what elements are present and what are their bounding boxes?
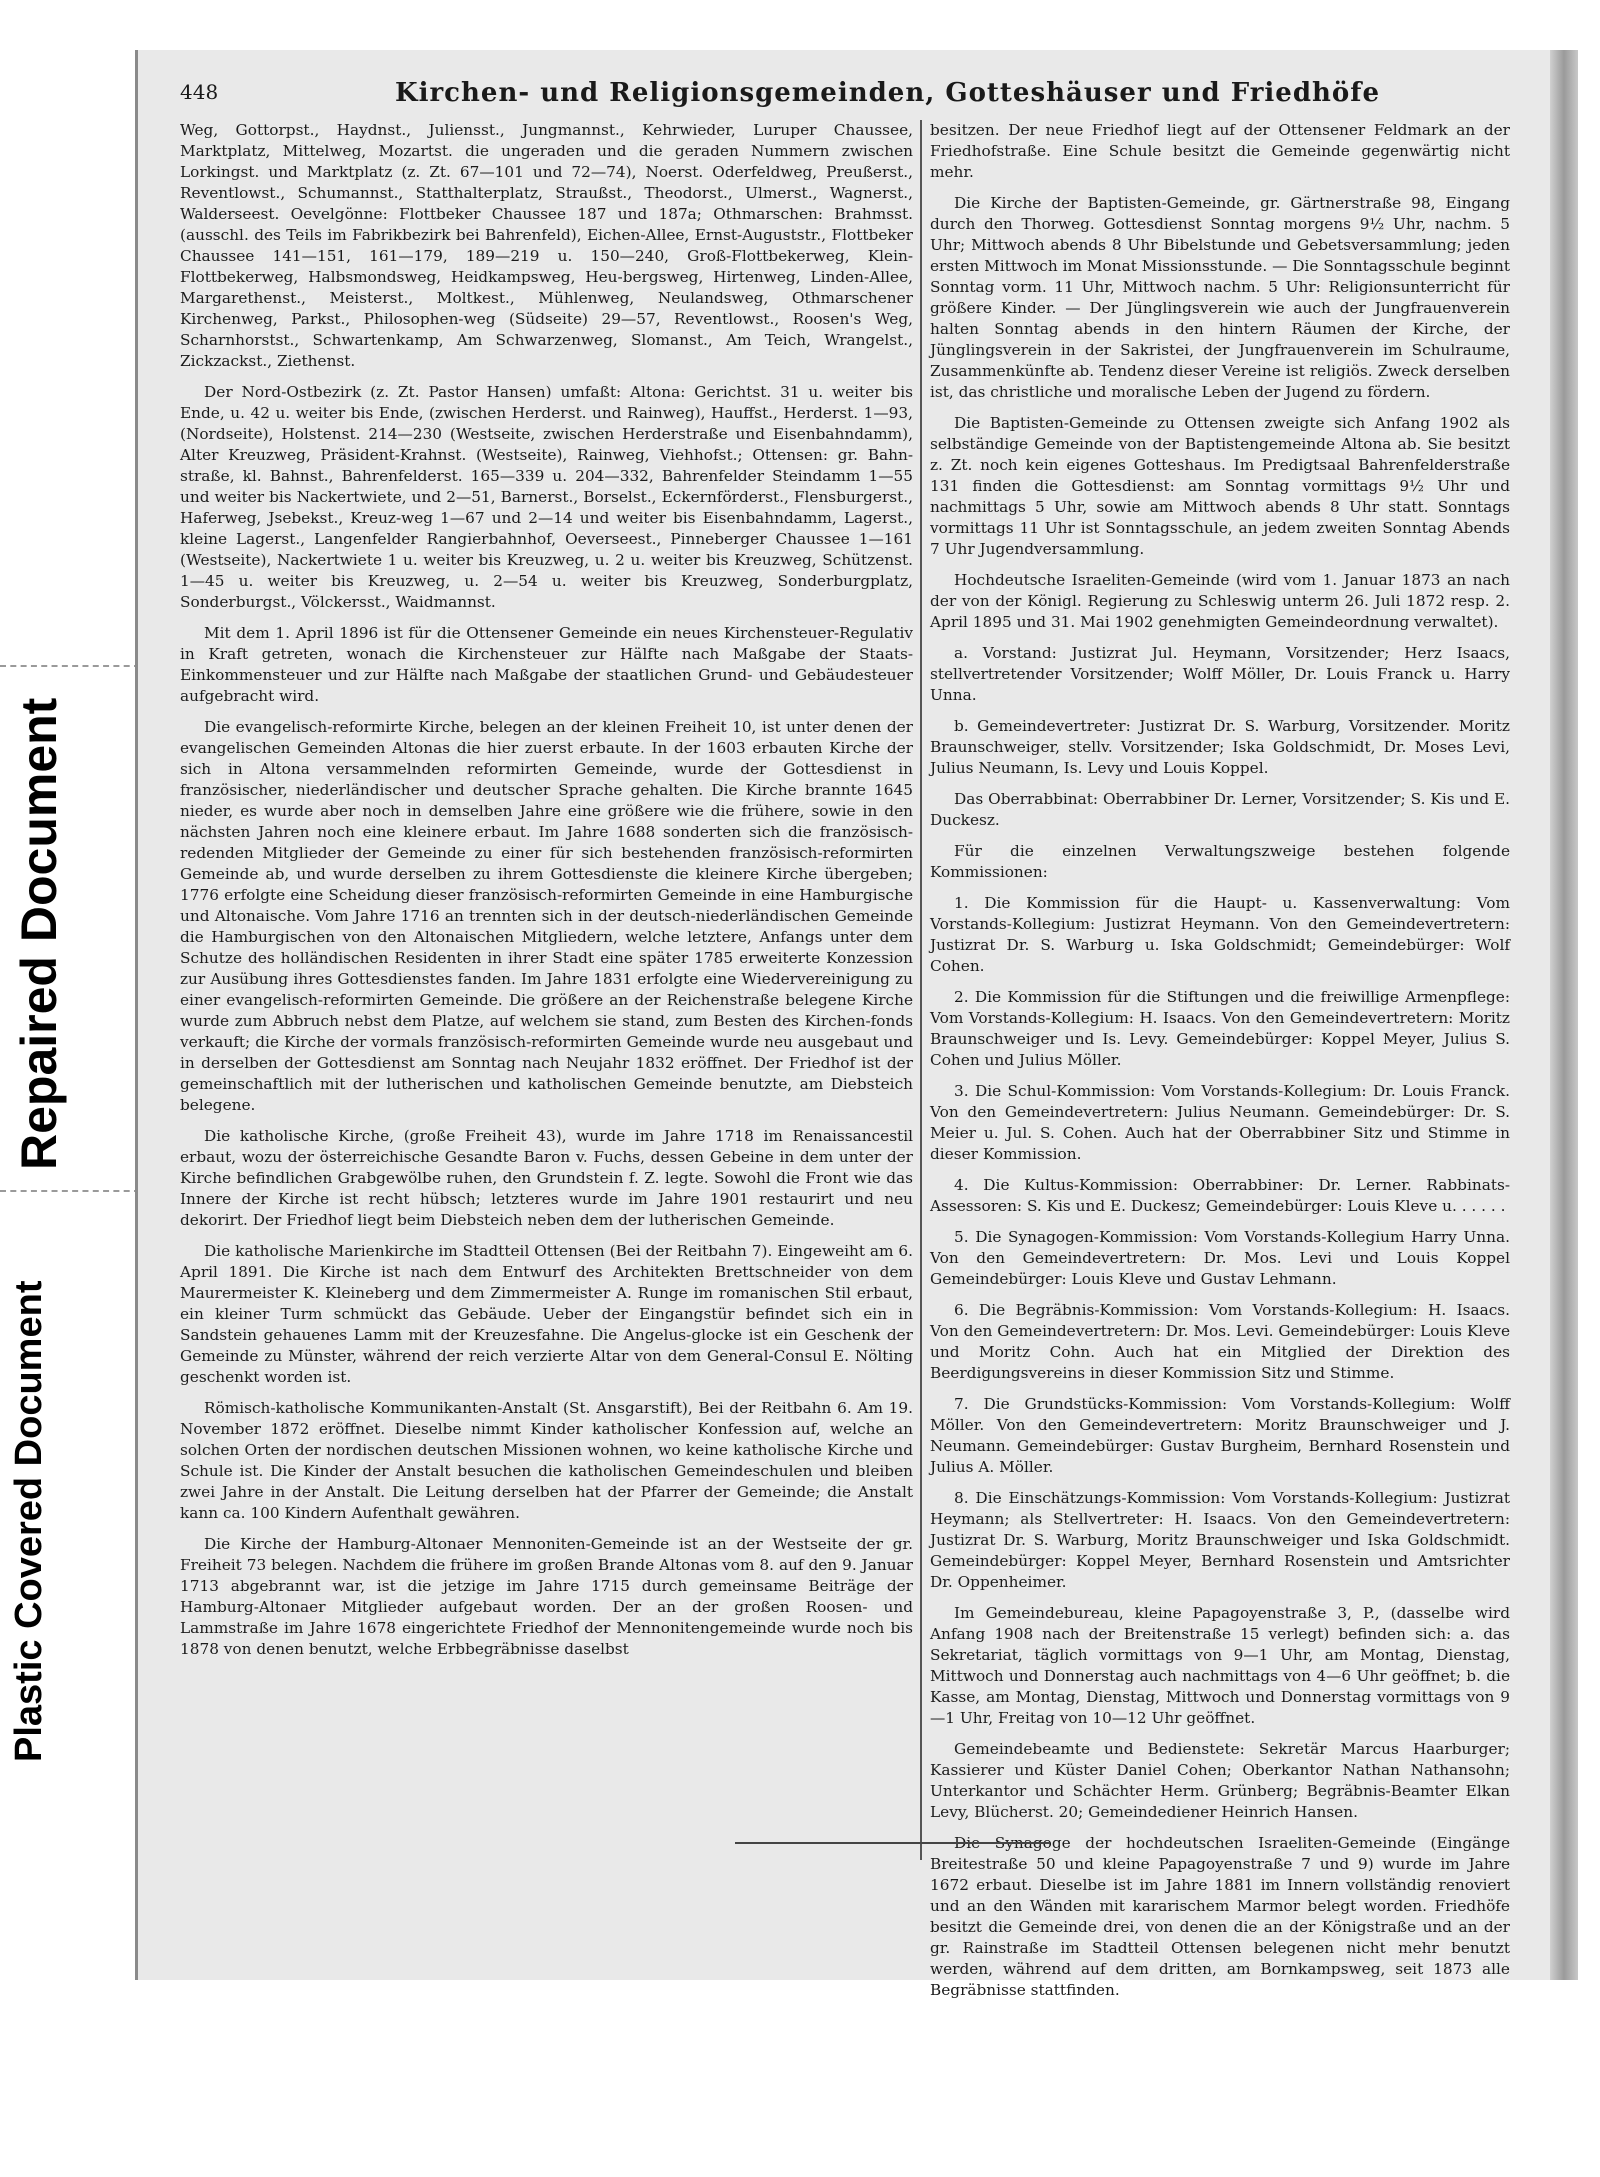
paragraph: b. Gemeindevertreter: Justizrat Dr. S. Warburg, Vorsitzender. Moritz Braunschweiger, stellv. Vorsitzender; Iska Goldschmidt, Dr. Moses Levi, Julius Neumann, Is. Levy und Louis Koppel.	[930, 717, 1510, 777]
page-title: Kirchen- und Religionsgemeinden, Gotteshäuser und Friedhöfe	[395, 78, 1380, 108]
end-rule	[735, 1842, 1050, 1844]
paragraph: Im Gemeindebureau, kleine Papagoyenstraße 3, P., (dasselbe wird Anfang 1908 nach der Breitenstraße 15 verlegt) befinden sich: a. das Sekretariat, täglich vormittags von 9—1 Uhr, am Montag, Dienstag, Mittwoch und Donnerstag auch nachmittags von 4—6 Uhr geöffnet; b. die Kasse, am Montag, Dienstag, Mittwoch und Donnerstag vormittags von 9—1 Uhr, Freitag von 10—12 Uhr geöffnet.	[930, 1604, 1510, 1727]
paragraph: 8. Die Einschätzungs-Kommission: Vom Vorstands-Kollegium: Justizrat Heymann; als Stellvertreter: H. Isaacs. Von den Gemeindevertretern: Justizrat Dr. S. Warburg, Moritz Braunschweiger und Iska Goldschmidt. Gemeindebürger: Koppel Meyer, Bernhard Rosenstein und Amtsrichter Dr. Oppenheimer.	[930, 1489, 1510, 1591]
paragraph: 1. Die Kommission für die Haupt- u. Kassenverwaltung: Vom Vorstands-Kollegium: Justizrat Heymann. Von den Gemeindevertretern: Justizrat Dr. S. Warburg u. Iska Goldschmidt; Gemeindebürger: Wolf Cohen.	[930, 894, 1510, 975]
right-column	[930, 120, 1510, 2011]
paragraph: 3. Die Schul-Kommission: Vom Vorstands-Kollegium: Dr. Louis Franck. Von den Gemeindevertretern: Julius Neumann. Gemeindebürger: Dr. S. Meier u. Jul. S. Cohen. Auch hat der Oberrabbiner Sitz und Stimme in dieser Kommission.	[930, 1082, 1510, 1163]
paragraph: Die katholische Marienkirche im Stadtteil Ottensen (Bei der Reitbahn 7). Eingeweiht am 6. April 1891. Die Kirche ist nach dem Entwurf des Architekten Brettschneider von dem Maurermeister K. Kleineberg und dem Zimmermeister A. Runge im romanischen Stil erbaut, ein kleiner Turm schmückt das Gebäude. Ueber der Eingangstür befindet sich ein in Sandstein gehauenes Lamm mit der Kreuzesfahne. Die Angelus-glocke ist ein Geschenk der Gemeinde zu Münster, während der reich verzierte Altar von dem General-Consul E. Nölting geschenkt worden ist.	[180, 1242, 913, 1386]
paragraph: besitzen. Der neue Friedhof liegt auf der Ottensener Feldmark an der Friedhofstraße. Eine Schule besitzt die Gemeinde gegenwärtig nicht mehr.	[930, 121, 1510, 181]
paragraph: a. Vorstand: Justizrat Jul. Heymann, Vorsitzender; Herz Isaacs, stellvertretender Vorsitzender; Wolff Möller, Dr. Louis Franck u. Harry Unna.	[930, 644, 1510, 704]
repaired-document-label: Repaired Document	[11, 697, 67, 1170]
paragraph: Die Kirche der Baptisten-Gemeinde, gr. Gärtnerstraße 98, Eingang durch den Thorweg. Gottesdienst Sonntag morgens 9½ Uhr, nachm. 5 Uhr; Mittwoch abends 8 Uhr Bibelstunde und Gebetsversammlung; jeden ersten Mittwoch im Monat Missionsstunde. — Die Sonntagsschule beginnt Sonntag vorm. 11 Uhr, Mittwoch nachm. 5 Uhr: Religionsunterricht für größere Kinder. — Der Jünglingsverein wie auch der Jungfrauenverein halten Sonntag abends in den hintern Räumen der Kirche, der Jünglingsverein in der Sakristei, der Jungfrauenverein im Schulraume, Zusammenkünfte ab. Tendenz dieser Vereine ist religiös. Zweck derselben ist, das christliche und moralische Leben der Jugend zu fördern.	[930, 194, 1510, 401]
left-column	[180, 120, 913, 1670]
side-margin	[0, 0, 100, 2177]
plastic-covered-document-label: Plastic Covered Document	[8, 1280, 50, 1762]
paragraph: 2. Die Kommission für die Stiftungen und die freiwillige Armenpflege: Vom Vorstands-Kollegium: H. Isaacs. Von den Gemeindevertretern: Moritz Braunschweiger und Is. Levy. Gemeindebürger: Koppel Meyer, Julius S. Cohen und Julius Möller.	[930, 988, 1510, 1069]
middle-separator	[0, 1190, 140, 1192]
paragraph: Die Kirche der Hamburg-Altonaer Mennoniten-Gemeinde ist an der Westseite der gr. Freiheit 73 belegen. Nachdem die frühere im großen Brande Altonas vom 8. auf den 9. Januar 1713 abgebrannt war, ist die jetzige im Jahre 1715 durch gemeinsame Beiträge der Hamburg-Altonaer Mitglieder aufgebaut worden. Der an der großen Roosen- und Lammstraße im Jahre 1678 eingerichtete Friedhof der Mennonitengemeinde wurde noch bis 1878 von denen benutzt, welche Erbbegräbnisse daselbst	[180, 1535, 913, 1658]
paragraph: 7. Die Grundstücks-Kommission: Vom Vorstands-Kollegium: Wolff Möller. Von den Gemeindevertretern: Moritz Braunschweiger und J. Neumann. Gemeindebürger: Gustav Burgheim, Bernhard Rosenstein und Julius A. Möller.	[930, 1395, 1510, 1476]
paragraph: Für die einzelnen Verwaltungszweige bestehen folgende Kommissionen:	[930, 842, 1510, 881]
paragraph: Die evangelisch-reformirte Kirche, belegen an der kleinen Freiheit 10, ist unter denen der evangelischen Gemeinden Altonas die hier zuerst erbaute. In der 1603 erbauten Kirche der sich in Altona versammelnden reformirten Gemeinde, wurde der Gottesdienst in französischer, niederländischer und deutscher Sprache gehalten. Die Kirche brannte 1645 nieder, es wurde aber noch in demselben Jahre eine größere wie die frühere, sowie in den nächsten Jahren noch eine kleinere erbaut. Im Jahre 1688 sonderten sich die französisch-redenden Mitglieder der Gemeinde zu einer für sich bestehenden französisch-reformirten Gemeinde ab, und wurde derselben zu ihrem Gottesdienste die kleinere Kirche übergeben; 1776 erfolgte eine Scheidung dieser französisch-reformirten Gemeinde in eine Hamburgische und Altonaische. Vom Jahre 1716 an trennten sich in der deutsch-niederländischen Gemeinde die Hamburgischen von den Altonaischen Mitgliedern, welche letztere, Anfangs unter dem Schutze des holländischen Residenten in ihrer Stadt eine später 1785 erweiterte Konzession zur Ausübung ihres Gottesdienstes fanden. Im Jahre 1831 erfolgte eine Wiedervereinigung zu einer evangelisch-reformirten Gemeinde. Die größere an der Reichenstraße belegene Kirche wurde zum Abbruch nebst dem Platze, auf welchem sie stand, zum Besten des Kirchen-fonds verkauft; die Kirche der vormals französisch-reformirten Gemeinde wurde neu ausgebaut und in derselben der Gottesdienst am Sonntag nach Neujahr 1832 eröffnet. Der Friedhof ist der gemeinschaftlich mit der lutherischen und katholischen Gemeinde benutzte, am Diebsteich belegene.	[180, 718, 913, 1114]
paragraph: Römisch-katholische Kommunikanten-Anstalt (St. Ansgarstift), Bei der Reitbahn 6. Am 19. November 1872 eröffnet. Dieselbe nimmt Kinder katholischer Konfession auf, welche an solchen Orten der nordischen deutschen Missionen wohnen, wo keine katholische Kirche und Schule ist. Die Kinder der Anstalt besuchen die katholischen Gemeindeschulen und bleiben zwei Jahre in der Anstalt. Die Leitung derselben hat der Pfarrer der Gemeinde; die Anstalt kann ca. 100 Kindern Aufenthalt gewähren.	[180, 1399, 913, 1522]
page-number: 448	[180, 80, 219, 104]
column-divider	[920, 120, 922, 1860]
paragraph: Der Nord-Ostbezirk (z. Zt. Pastor Hansen) umfaßt: Altona: Gerichtst. 31 u. weiter bis Ende, u. 42 u. weiter bis Ende, (zwischen Herderst. und Rainweg), Hauffst., Herderst. 1—93, (Nordseite), Holstenst. 214—230 (Westseite, zwischen Herderstraße und Eisenbahndamm), Alter Kreuzweg, Präsident-Krahnst. (Westseite), Rainweg, Viehhofst.; Ottensen: gr. Bahn-straße, kl. Bahnst., Bahrenfelderst. 165—339 u. 204—332, Bahrenfelder Steindamm 1—55 und weiter bis Nackertwiete, und 2—51, Barnerst., Borselst., Eckernförderst., Flensburgerst., Haferweg, Jsebekst., Kreuz-weg 1—67 und 2—14 und weiter bis Eisenbahndamm, Lagerst., kleine Lagerst., Langenfelder Rangierbahnhof, Oeverseest., Pinneberger Chaussee 1—161 (Westseite), Nackertwiete 1 u. weiter bis Kreuzweg, u. 2 u. weiter bis Kreuzweg, Schützenst. 1—45 u. weiter bis Kreuzweg, u. 2—54 u. weiter bis Kreuzweg, Sonderburgplatz, Sonderburgst., Völckersst., Waidmannst.	[180, 383, 913, 611]
paragraph: Die katholische Kirche, (große Freiheit 43), wurde im Jahre 1718 im Renaissancestil erbaut, wozu der österreichische Gesandte Baron v. Fuchs, dessen Gebeine in dem unter der Kirche befindlichen Grabgewölbe ruhen, den Grundstein f. Z. legte. Sowohl die Front wie das Innere der Kirche ist recht hübsch; letzteres wurde im Jahre 1901 restaurirt und neu dekorirt. Der Friedhof liegt beim Diebsteich neben dem der lutherischen Gemeinde.	[180, 1127, 913, 1229]
top-separator	[0, 665, 140, 667]
paragraph: Gemeindebeamte und Bedienstete: Sekretär Marcus Haarburger; Kassierer und Küster Daniel Cohen; Oberkantor Nathan Nathansohn; Unterkantor und Schächter Herm. Grünberg; Begräbnis-Beamter Elkan Levy, Blücherst. 20; Gemeindediener Heinrich Hansen.	[930, 1740, 1510, 1821]
paragraph: 4. Die Kultus-Kommission: Oberrabbiner: Dr. Lerner. Rabbinats-Assessoren: S. Kis und E. Duckesz; Gemeindebürger: Louis Kleve u. . . . . .	[930, 1176, 1510, 1215]
paragraph: Das Oberrabbinat: Oberrabbiner Dr. Lerner, Vorsitzender; S. Kis und E. Duckesz.	[930, 790, 1510, 829]
paragraph: Die Synagoge der hochdeutschen Israeliten-Gemeinde (Eingänge Breitestraße 50 und kleine Papagoyenstraße 7 und 9) wurde im Jahre 1672 erbaut. Dieselbe ist im Jahre 1881 im Innern vollständig renoviert und an den Wänden mit kararischem Marmor belegt worden. Friedhöfe besitzt die Gemeinde drei, von denen die an der Königstraße und an der gr. Rainstraße im Stadtteil Ottensen belegenen nicht mehr benutzt werden, während auf dem dritten, am Bornkampsweg, seit 1873 alle Begräbnisse stattfinden.	[930, 1834, 1510, 1999]
page-fold-edge	[1550, 50, 1578, 1980]
paragraph: 5. Die Synagogen-Kommission: Vom Vorstands-Kollegium Harry Unna. Von den Gemeindevertretern: Dr. Mos. Levi und Louis Koppel Gemeindebürger: Louis Kleve und Gustav Lehmann.	[930, 1228, 1510, 1288]
paragraph: Weg, Gottorpst., Haydnst., Juliensst., Jungmannst., Kehrwieder, Luruper Chaussee, Marktplatz, Mittelweg, Mozartst. die ungeraden und die geraden Nummern zwischen Lorkingst. und Marktplatz (z. Zt. 67—101 und 72—74), Noerst. Oderfeldweg, Preußerst., Reventlowst., Schumannst., Statthalterplatz, Straußst., Theodorst., Ulmerst., Wagnerst., Walderseest. Oevelgönne: Flottbeker Chaussee 187 und 187a; Othmarschen: Brahmsst. (ausschl. des Teils im Fabrikbezirk bei Bahrenfeld), Eichen-Allee, Ernst-Auguststr., Flottbeker Chaussee 141—151, 161—179, 189—219 u. 150—240, Groß-Flottbekerweg, Klein-Flottbekerweg, Halbsmondsweg, Heidkampsweg, Heu-bergsweg, Hirtenweg, Linden-Allee, Margarethenst., Meisterst., Moltkest., Mühlenweg, Neulandsweg, Othmarschener Kirchenweg, Parkst., Philosophen-weg (Südseite) 29—57, Reventlowst., Roosen's Weg, Scharnhorstst., Schwartenkamp, Am Schwarzenweg, Slomanst., Am Teich, Wrangelst., Zickzackst., Ziethenst.	[180, 121, 913, 370]
paragraph: Die Baptisten-Gemeinde zu Ottensen zweigte sich Anfang 1902 als selbständige Gemeinde von der Baptistengemeinde Altona ab. Sie besitzt z. Zt. noch kein eigenes Gotteshaus. Im Predigtsaal Bahrenfelderstraße 131 finden die Gottesdienst: am Sonntag vormittags 9½ Uhr und nachmittags 5 Uhr, sowie am Mittwoch abends 8 Uhr statt. Sonntags vormittags 11 Uhr ist Sonntagsschule, an jedem zweiten Sonntag Abends 7 Uhr Jugendversammlung.	[930, 414, 1510, 558]
paragraph: 6. Die Begräbnis-Kommission: Vom Vorstands-Kollegium: H. Isaacs. Von den Gemeindevertretern: Dr. Mos. Levi. Gemeindebürger: Louis Kleve und Moritz Cohn. Auch hat ein Mitglied der Direktion des Beerdigungsvereins in dieser Kommission Sitz und Stimme.	[930, 1301, 1510, 1382]
paragraph: Hochdeutsche Israeliten-Gemeinde (wird vom 1. Januar 1873 an nach der von der Königl. Regierung zu Schleswig unterm 26. Juli 1872 resp. 2. April 1895 und 31. Mai 1902 genehmigten Gemeindeordnung verwaltet).	[930, 571, 1510, 631]
paragraph: Mit dem 1. April 1896 ist für die Ottensener Gemeinde ein neues Kirchensteuer-Regulativ in Kraft getreten, wonach die Kirchensteuer zur Hälfte nach Maßgabe der Staats-Einkommensteuer und zur Hälfte nach Maßgabe der staatlichen Grund- und Gebäudesteuer aufgebracht wird.	[180, 624, 913, 705]
